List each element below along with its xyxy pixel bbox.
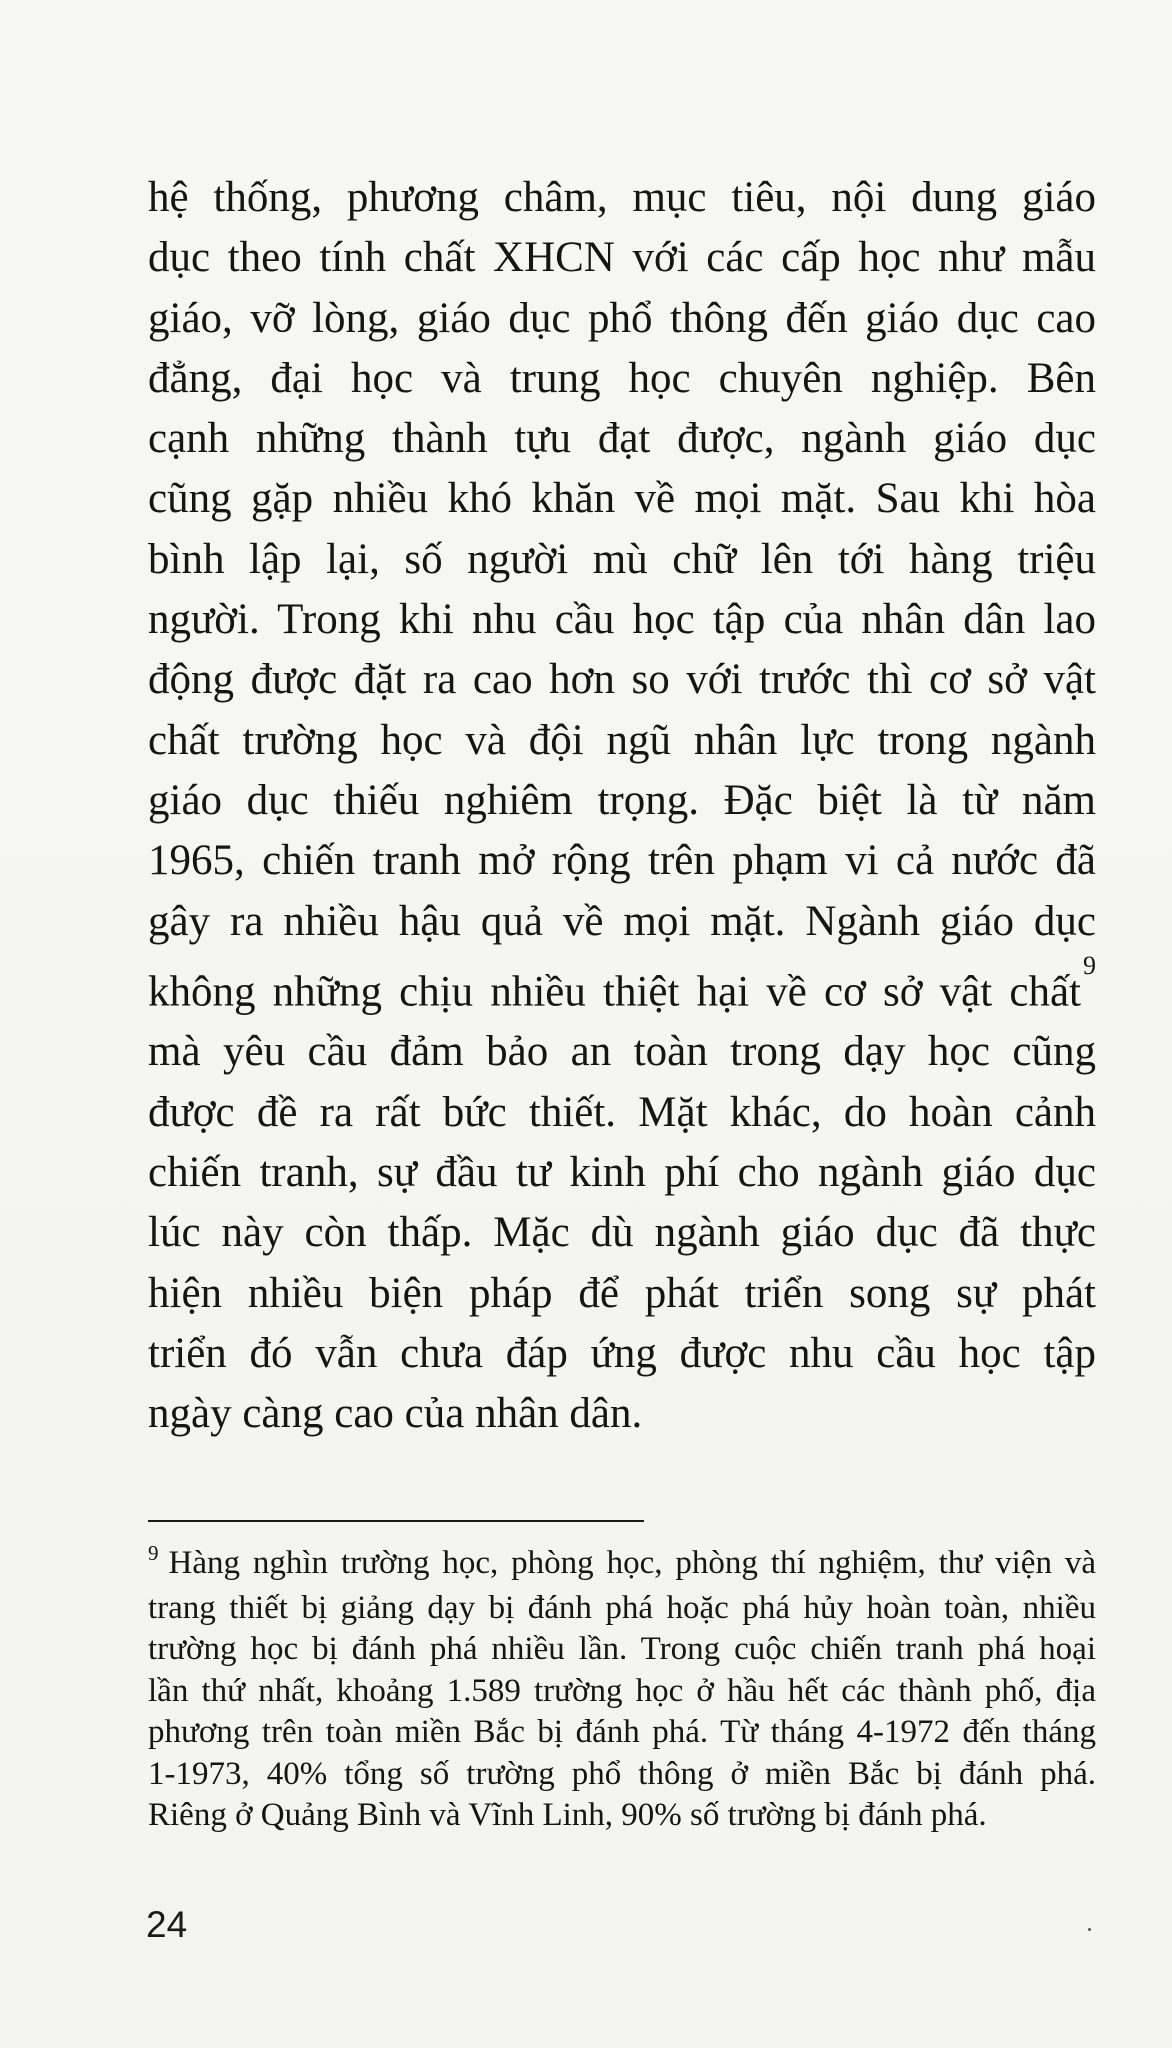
footnote-number: 9 bbox=[148, 1541, 159, 1565]
footnote-line: trang thiết bị giảng dạy bị đánh phá hoặc phá hủy hoàn toàn, nhiều bbox=[148, 1589, 1096, 1626]
footnote-line-text: Hàng nghìn trường học, phòng học, phòng thí nghiệm, thư viện và bbox=[168, 1545, 1096, 1581]
body-line: chiến tranh, sự đầu tư kinh phí cho ngành giáo dục bbox=[148, 1149, 1096, 1197]
body-line: chất trường học và đội ngũ nhân lực trong ngành bbox=[148, 716, 1096, 764]
body-line-with-footnote bbox=[148, 952, 1096, 1023]
footnote-reference: 9 bbox=[1083, 950, 1096, 980]
body-line: triển đó vẫn chưa đáp ứng được nhu cầu học tập bbox=[148, 1329, 1096, 1377]
body-line: hiện nhiều biện pháp để phát triển song sự phát bbox=[148, 1269, 1096, 1317]
body-line: lúc này còn thấp. Mặc dù ngành giáo dục đã thực bbox=[148, 1209, 1096, 1257]
body-line: mà yêu cầu đảm bảo an toàn trong dạy học cũng bbox=[148, 1028, 1096, 1076]
footnote-line-first bbox=[148, 1543, 1096, 1588]
body-line: hệ thống, phương châm, mục tiêu, nội dung giáo bbox=[148, 174, 1096, 221]
body-line: 1965, chiến tranh mở rộng trên phạm vi cả nước đã bbox=[148, 837, 1096, 885]
footnote-line: Riêng ở Quảng Bình và Vĩnh Linh, 90% số trường bị đánh phá. bbox=[148, 1797, 987, 1833]
body-line: dục theo tính chất XHCN với các cấp học như mẫu bbox=[148, 234, 1096, 282]
body-line: được đề ra rất bức thiết. Mặt khác, do hoàn cảnh bbox=[148, 1088, 1096, 1136]
footnote-line: lần thứ nhất, khoảng 1.589 trường học ở hầu hết các thành phố, địa bbox=[148, 1672, 1096, 1709]
print-speck bbox=[1088, 1928, 1091, 1931]
body-line: gây ra nhiều hậu quả về mọi mặt. Ngành giáo dục bbox=[148, 897, 1096, 945]
footnote bbox=[148, 1543, 1096, 1837]
body-line: giáo dục thiếu nghiêm trọng. Đặc biệt là từ năm bbox=[148, 776, 1096, 824]
body-line-text: không những chịu nhiều thiệt hại về cơ sở vật chất bbox=[148, 968, 1081, 1016]
body-line: giáo, vỡ lòng, giáo dục phổ thông đến giáo dục cao bbox=[148, 294, 1096, 342]
footnote-line: 1-1973, 40% tổng số trường phổ thông ở miền Bắc bị đánh phá. bbox=[148, 1755, 1096, 1792]
body-line: cạnh những thành tựu đạt được, ngành giáo dục bbox=[148, 415, 1096, 463]
body-line: động được đặt ra cao hơn so với trước thì cơ sở vật bbox=[148, 656, 1096, 704]
footnote-line: phương trên toàn miền Bắc bị đánh phá. Từ tháng 4-1972 đến tháng bbox=[148, 1714, 1096, 1750]
body-line: bình lập lại, số người mù chữ lên tới hàng triệu bbox=[148, 535, 1096, 583]
footnote-separator bbox=[148, 1520, 644, 1522]
page-number: 24 bbox=[146, 1904, 188, 1945]
body-line: ngày càng cao của nhân dân. bbox=[148, 1390, 643, 1438]
body-line: cũng gặp nhiều khó khăn về mọi mặt. Sau khi hòa bbox=[148, 475, 1096, 523]
footnote-line: trường học bị đánh phá nhiều lần. Trong cuộc chiến tranh phá hoại bbox=[148, 1631, 1096, 1667]
body-paragraph bbox=[148, 168, 1096, 1445]
body-line: người. Trong khi nhu cầu học tập của nhân dân lao bbox=[148, 596, 1096, 644]
body-line: đẳng, đại học và trung học chuyên nghiệp. Bên bbox=[148, 354, 1096, 402]
